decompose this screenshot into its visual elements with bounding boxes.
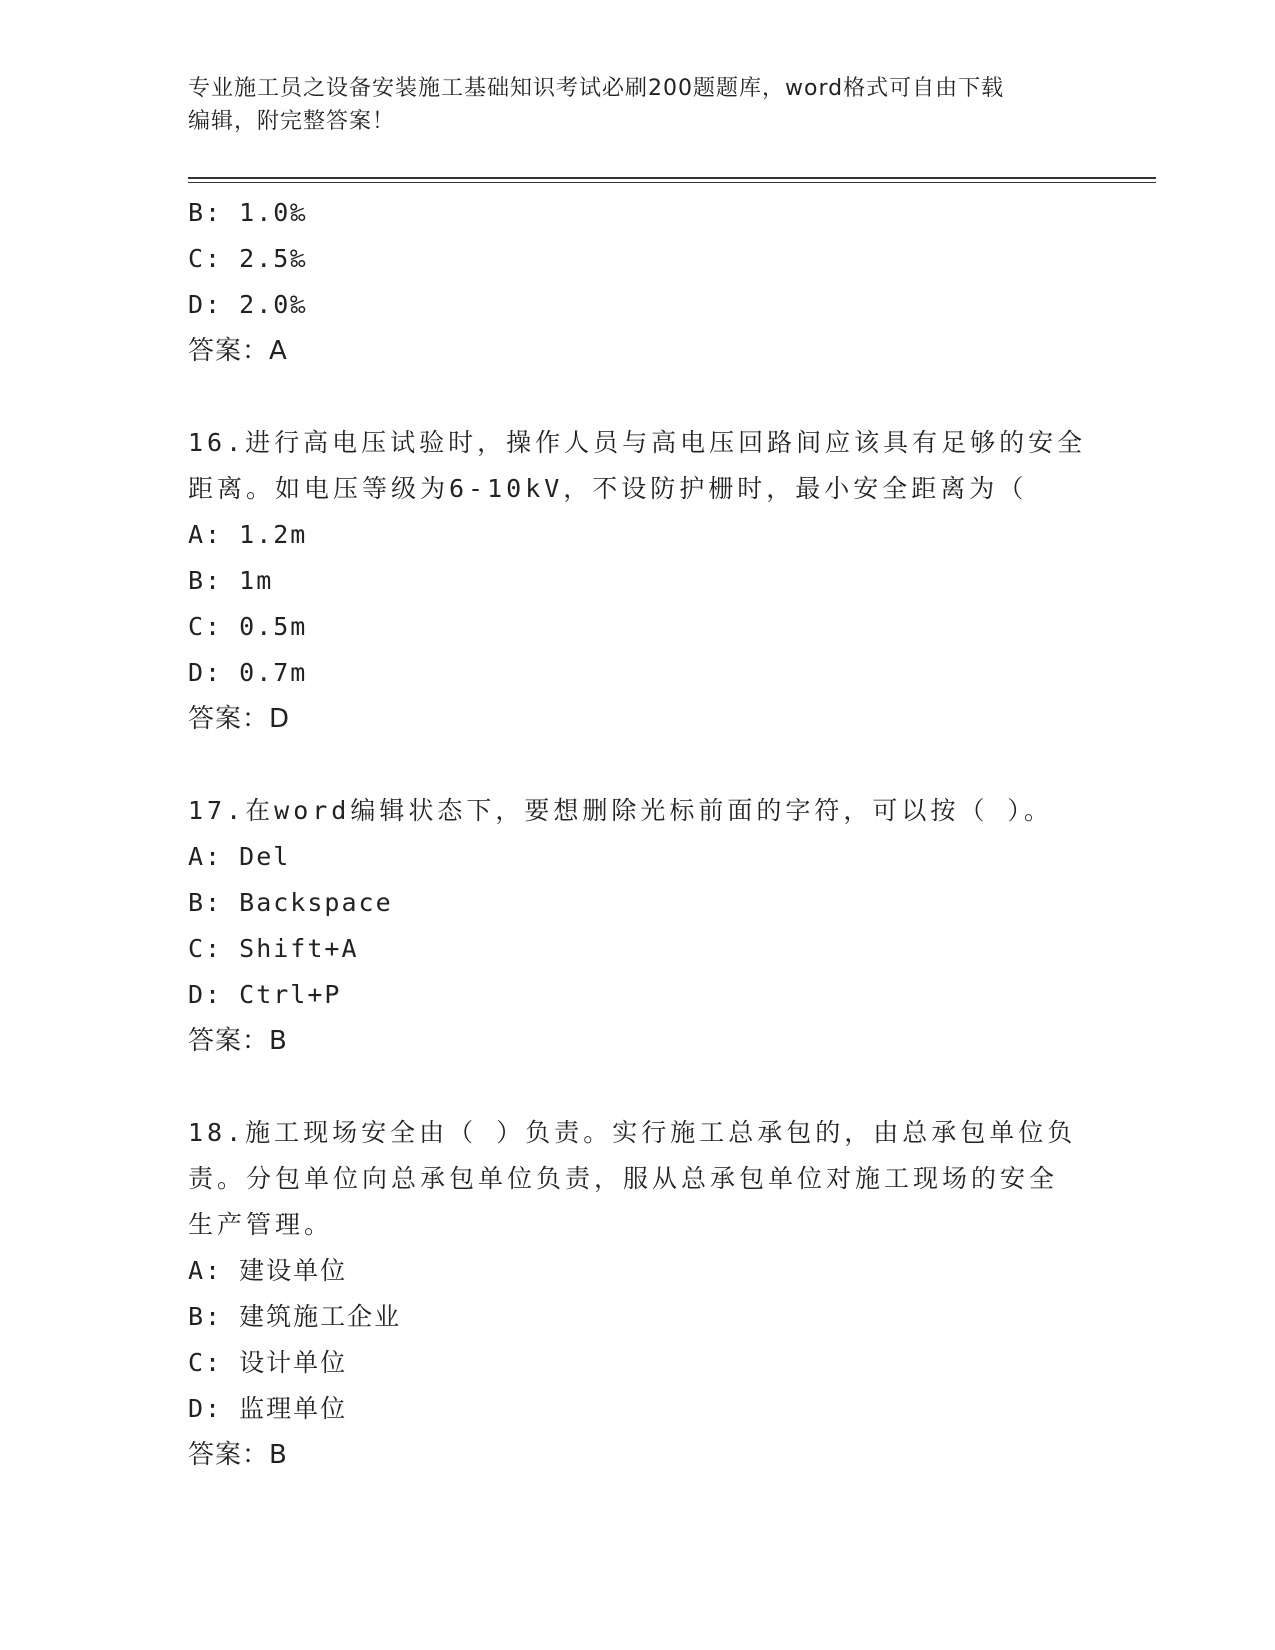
option-d: D: 监理单位 [188,1394,348,1423]
question-stem-line: 16.进行高电压试验时，操作人员与高电压回路间应该具有足够的安全 [188,428,1087,457]
option-b: B: Backspace [188,888,393,917]
question-stem-line: 距离。如电压等级为6-10kV，不设防护栅时，最小安全距离为（ [188,474,1028,503]
header-divider [188,177,1156,179]
option-d: D: 0.7m [188,658,308,687]
option-d: D: Ctrl+P [188,980,342,1009]
option-a: A: 建设单位 [188,1256,348,1285]
option-c: C: 2.5‰ [188,244,308,273]
question-16 [188,420,1088,742]
answer: 答案：B [188,1440,288,1470]
question-15-tail [188,190,1088,374]
option-c: C: 0.5m [188,612,308,641]
question-list [188,190,1088,1478]
question-stem-line: 18.施工现场安全由（ ）负责。实行施工总承包的，由总承包单位负 [188,1118,1077,1147]
option-d: D: 2.0‰ [188,290,308,319]
header-divider-thin [188,182,1156,183]
header-line-1: 专业施工员之设备安装施工基础知识考试必刷200题题库，word格式可自由下载 [188,76,1005,101]
option-a: A: 1.2m [188,520,308,549]
document-header [188,72,1088,138]
option-b: B: 1m [188,566,274,595]
question-stem-line: 17.在word编辑状态下，要想删除光标前面的字符，可以按（ ）。 [188,796,1053,825]
option-b: B: 建筑施工企业 [188,1302,402,1331]
header-line-2: 编辑，附完整答案！ [188,109,396,134]
option-a: A: Del [188,842,291,871]
answer: 答案：D [188,704,291,734]
question-stem-line: 生产管理。 [188,1210,334,1239]
answer: 答案：A [188,336,288,366]
question-17 [188,788,1088,1064]
option-b: B: 1.0‰ [188,198,308,227]
answer: 答案：B [188,1026,288,1056]
option-c: C: 设计单位 [188,1348,348,1377]
question-18 [188,1110,1088,1478]
option-c: C: Shift+A [188,934,359,963]
question-stem-line: 责。分包单位向总承包单位负责，服从总承包单位对施工现场的安全 [188,1164,1059,1193]
